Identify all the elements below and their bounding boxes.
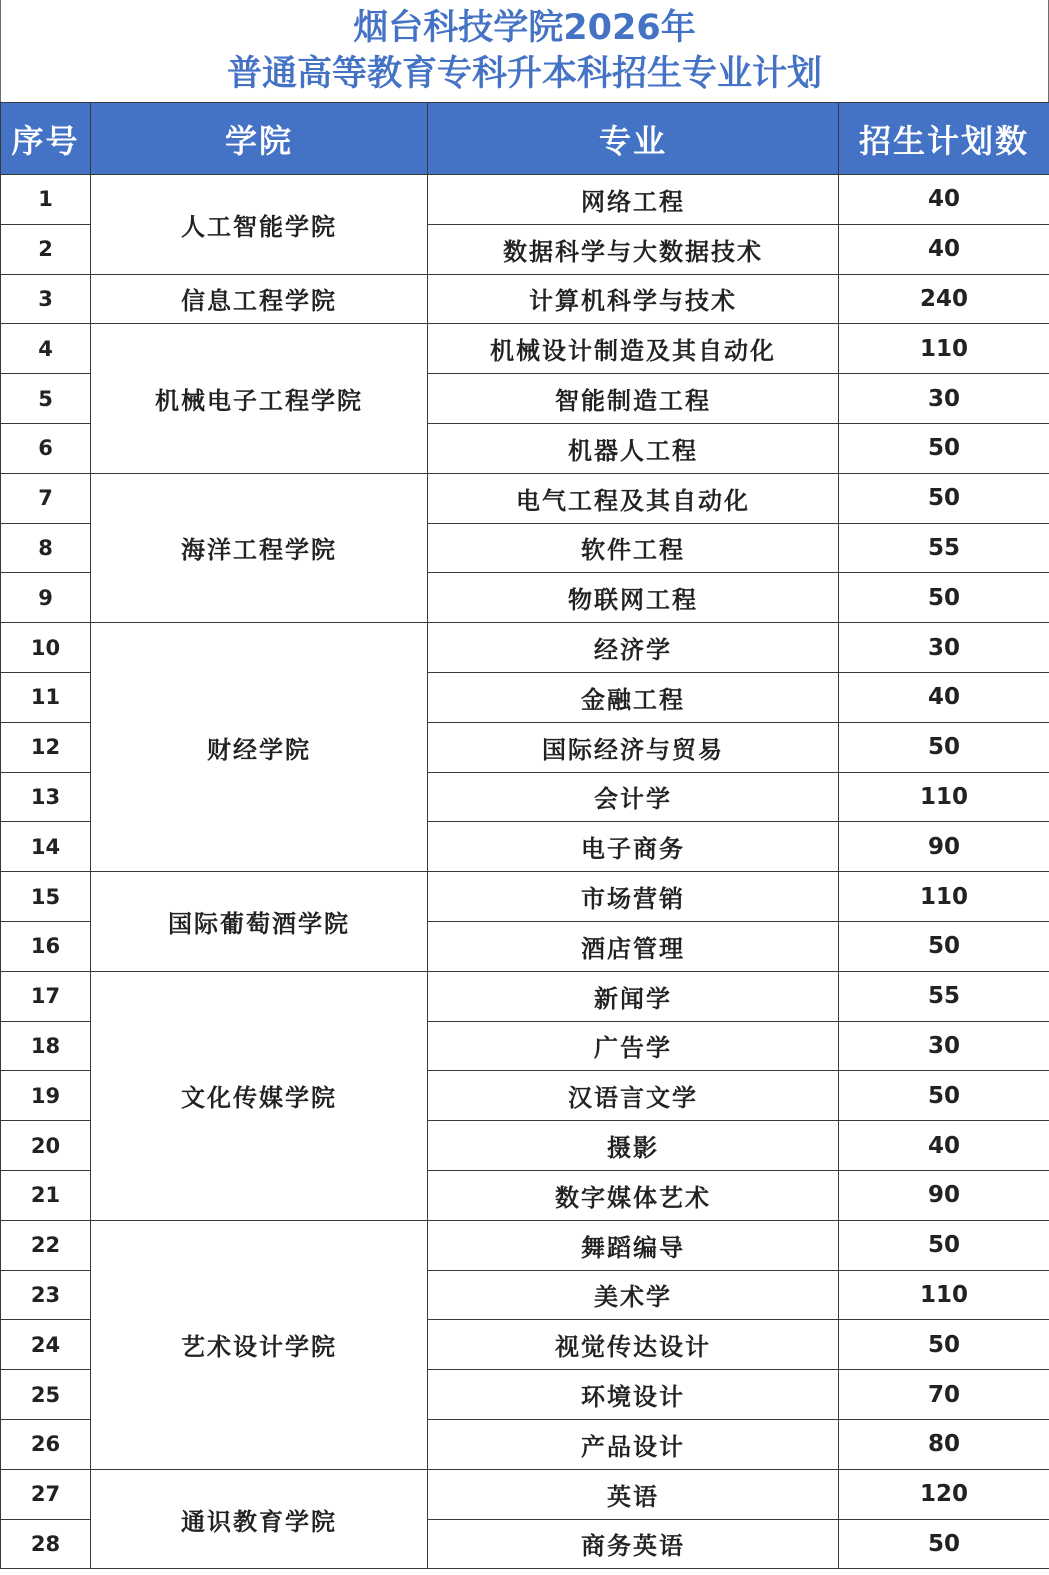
college-cell: 人工智能学院	[91, 175, 428, 275]
plan-count-cell: 50	[839, 1519, 1049, 1569]
major-cell: 新闻学	[428, 971, 839, 1021]
header-major: 专业	[428, 103, 839, 175]
title-line-2: 普通高等教育专科升本科招生专业计划	[226, 54, 822, 94]
major-cell: 经济学	[428, 623, 839, 673]
table-row	[1, 175, 1049, 225]
major-cell: 市场营销	[428, 872, 839, 922]
plan-count-cell: 70	[839, 1370, 1049, 1420]
serial-number-cell: 13	[1, 772, 91, 822]
major-cell: 舞蹈编导	[428, 1220, 839, 1270]
plan-count-cell: 240	[839, 274, 1049, 324]
table-header-row	[1, 103, 1049, 175]
serial-number-cell: 24	[1, 1320, 91, 1370]
serial-number-cell: 25	[1, 1370, 91, 1420]
serial-number-cell: 22	[1, 1220, 91, 1270]
major-cell: 摄影	[428, 1121, 839, 1171]
table-body	[1, 175, 1049, 1569]
plan-count-cell: 120	[839, 1469, 1049, 1519]
major-cell: 广告学	[428, 1021, 839, 1071]
plan-count-cell: 40	[839, 224, 1049, 274]
plan-count-cell: 50	[839, 423, 1049, 473]
major-cell: 计算机科学与技术	[428, 274, 839, 324]
serial-number-cell: 19	[1, 1071, 91, 1121]
plan-count-cell: 55	[839, 971, 1049, 1021]
major-cell: 汉语言文学	[428, 1071, 839, 1121]
plan-count-cell: 110	[839, 872, 1049, 922]
college-cell: 艺术设计学院	[91, 1220, 428, 1469]
serial-number-cell: 6	[1, 423, 91, 473]
serial-number-cell: 15	[1, 872, 91, 922]
college-cell: 信息工程学院	[91, 274, 428, 324]
major-cell: 产品设计	[428, 1419, 839, 1469]
serial-number-cell: 4	[1, 324, 91, 374]
plan-count-cell: 110	[839, 1270, 1049, 1320]
table-row	[1, 274, 1049, 324]
plan-count-cell: 110	[839, 324, 1049, 374]
plan-count-cell: 30	[839, 1021, 1049, 1071]
serial-number-cell: 3	[1, 274, 91, 324]
table-row	[1, 872, 1049, 922]
college-cell: 文化传媒学院	[91, 971, 428, 1220]
serial-number-cell: 1	[1, 175, 91, 225]
serial-number-cell: 27	[1, 1469, 91, 1519]
serial-number-cell: 14	[1, 822, 91, 872]
table-row	[1, 1220, 1049, 1270]
serial-number-cell: 20	[1, 1121, 91, 1171]
table-row	[1, 1469, 1049, 1519]
serial-number-cell: 26	[1, 1419, 91, 1469]
header-plan-count: 招生计划数	[839, 103, 1049, 175]
plan-count-cell: 30	[839, 623, 1049, 673]
serial-number-cell: 10	[1, 623, 91, 673]
plan-count-cell: 50	[839, 573, 1049, 623]
plan-count-cell: 40	[839, 672, 1049, 722]
major-cell: 商务英语	[428, 1519, 839, 1569]
major-cell: 物联网工程	[428, 573, 839, 623]
major-cell: 网络工程	[428, 175, 839, 225]
serial-number-cell: 21	[1, 1170, 91, 1220]
plan-count-cell: 50	[839, 1220, 1049, 1270]
college-cell: 海洋工程学院	[91, 473, 428, 622]
major-cell: 机械设计制造及其自动化	[428, 324, 839, 374]
table-row	[1, 623, 1049, 673]
plan-count-cell: 50	[839, 1320, 1049, 1370]
title-line-1: 烟台科技学院2026年	[353, 8, 696, 48]
serial-number-cell: 17	[1, 971, 91, 1021]
plan-count-cell: 50	[839, 1071, 1049, 1121]
major-cell: 金融工程	[428, 672, 839, 722]
major-cell: 英语	[428, 1469, 839, 1519]
major-cell: 美术学	[428, 1270, 839, 1320]
plan-count-cell: 80	[839, 1419, 1049, 1469]
serial-number-cell: 12	[1, 722, 91, 772]
plan-count-cell: 110	[839, 772, 1049, 822]
header-serial-number: 序号	[1, 103, 91, 175]
plan-count-cell: 50	[839, 473, 1049, 523]
college-cell: 机械电子工程学院	[91, 324, 428, 473]
serial-number-cell: 5	[1, 374, 91, 424]
major-cell: 数字媒体艺术	[428, 1170, 839, 1220]
major-cell: 国际经济与贸易	[428, 722, 839, 772]
serial-number-cell: 23	[1, 1270, 91, 1320]
major-cell: 会计学	[428, 772, 839, 822]
serial-number-cell: 16	[1, 921, 91, 971]
plan-count-cell: 40	[839, 1121, 1049, 1171]
plan-count-cell: 50	[839, 921, 1049, 971]
plan-count-cell: 55	[839, 523, 1049, 573]
table-row	[1, 324, 1049, 374]
plan-count-cell: 90	[839, 822, 1049, 872]
serial-number-cell: 28	[1, 1519, 91, 1569]
page-title	[0, 0, 1049, 102]
plan-count-cell: 90	[839, 1170, 1049, 1220]
serial-number-cell: 9	[1, 573, 91, 623]
major-cell: 视觉传达设计	[428, 1320, 839, 1370]
serial-number-cell: 2	[1, 224, 91, 274]
serial-number-cell: 8	[1, 523, 91, 573]
table-row	[1, 473, 1049, 523]
serial-number-cell: 7	[1, 473, 91, 523]
serial-number-cell: 18	[1, 1021, 91, 1071]
major-cell: 酒店管理	[428, 921, 839, 971]
header-college: 学院	[91, 103, 428, 175]
college-cell: 财经学院	[91, 623, 428, 872]
major-cell: 电子商务	[428, 822, 839, 872]
major-cell: 软件工程	[428, 523, 839, 573]
college-cell: 国际葡萄酒学院	[91, 872, 428, 972]
serial-number-cell: 11	[1, 672, 91, 722]
major-cell: 机器人工程	[428, 423, 839, 473]
plan-count-cell: 40	[839, 175, 1049, 225]
plan-count-cell: 50	[839, 722, 1049, 772]
enrollment-plan-table	[0, 102, 1049, 1569]
major-cell: 环境设计	[428, 1370, 839, 1420]
major-cell: 数据科学与大数据技术	[428, 224, 839, 274]
major-cell: 智能制造工程	[428, 374, 839, 424]
plan-count-cell: 30	[839, 374, 1049, 424]
college-cell: 通识教育学院	[91, 1469, 428, 1569]
table-row	[1, 971, 1049, 1021]
major-cell: 电气工程及其自动化	[428, 473, 839, 523]
